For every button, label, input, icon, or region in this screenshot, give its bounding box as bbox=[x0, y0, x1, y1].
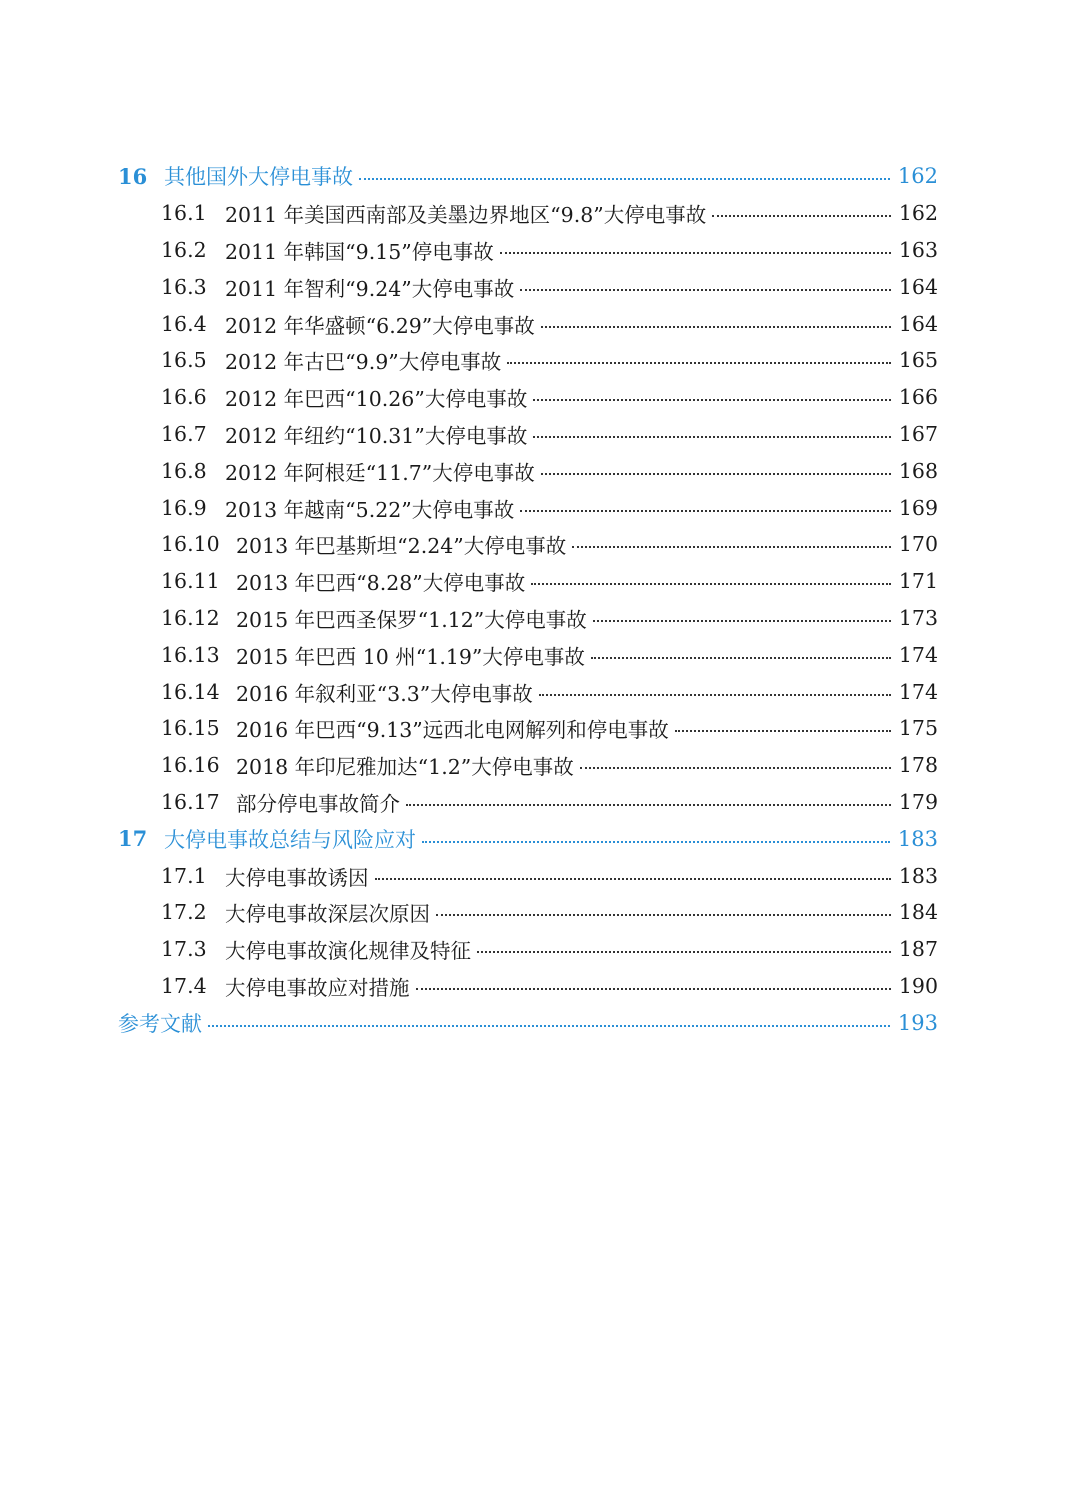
section-number: 16.14 bbox=[161, 679, 220, 704]
page-number: 163 bbox=[898, 237, 938, 262]
section-number: 16.13 bbox=[161, 642, 220, 667]
page-number: 171 bbox=[898, 569, 938, 594]
toc-section-16-15[interactable] bbox=[118, 710, 938, 747]
toc-chapter-16[interactable] bbox=[118, 158, 938, 195]
section-number: 16.11 bbox=[161, 569, 220, 594]
toc-section-16-17[interactable] bbox=[118, 784, 938, 821]
section-title: 2012 年纽约“10.31”大停电事故 bbox=[225, 423, 528, 448]
dot-leader bbox=[712, 215, 891, 217]
toc-section-16-5[interactable] bbox=[118, 342, 938, 379]
section-title: 2013 年巴西“8.28”大停电事故 bbox=[236, 571, 526, 596]
section-title: 2015 年巴西圣保罗“1.12”大停电事故 bbox=[236, 607, 587, 632]
section-number: 16.9 bbox=[161, 495, 207, 520]
page-number: 162 bbox=[897, 164, 938, 189]
dot-leader bbox=[533, 399, 891, 401]
section-title: 2011 年韩国“9.15”停电事故 bbox=[225, 239, 494, 264]
section-title: 2018 年印尼雅加达“1.2”大停电事故 bbox=[236, 755, 574, 780]
section-number: 16.5 bbox=[161, 348, 207, 373]
chapter-number: 17 bbox=[118, 826, 148, 852]
dot-leader bbox=[416, 988, 891, 990]
dot-leader bbox=[507, 362, 891, 364]
dot-leader bbox=[531, 583, 891, 585]
section-title: 大停电事故深层次原因 bbox=[225, 902, 430, 927]
page-number: 190 bbox=[898, 973, 938, 998]
dot-leader bbox=[541, 326, 891, 328]
dot-leader bbox=[675, 730, 891, 732]
section-title: 2016 年巴西“9.13”远西北电网解列和停电事故 bbox=[236, 718, 669, 743]
toc-section-16-6[interactable] bbox=[118, 379, 938, 416]
dot-leader bbox=[208, 1025, 890, 1027]
section-number: 16.4 bbox=[161, 311, 207, 336]
page-number: 162 bbox=[898, 201, 938, 226]
section-number: 17.2 bbox=[161, 900, 207, 925]
toc-section-16-14[interactable] bbox=[118, 673, 938, 710]
section-title: 大停电事故演化规律及特征 bbox=[225, 939, 471, 964]
page-number: 178 bbox=[898, 753, 938, 778]
toc-section-16-8[interactable] bbox=[118, 452, 938, 489]
dot-leader bbox=[593, 620, 891, 622]
section-title: 大停电事故诱因 bbox=[225, 865, 369, 890]
page-number: 179 bbox=[898, 789, 938, 814]
section-title: 2013 年巴基斯坦“2.24”大停电事故 bbox=[236, 534, 567, 559]
section-title: 2011 年智利“9.24”大停电事故 bbox=[225, 276, 515, 301]
page-number: 167 bbox=[898, 421, 938, 446]
toc-section-16-9[interactable] bbox=[118, 489, 938, 526]
dot-leader bbox=[500, 252, 891, 254]
toc-section-17-3[interactable] bbox=[118, 931, 938, 968]
toc-section-16-2[interactable] bbox=[118, 232, 938, 269]
section-title: 部分停电事故简介 bbox=[236, 791, 400, 816]
page-number: 170 bbox=[898, 532, 938, 557]
dot-leader bbox=[539, 694, 891, 696]
references-title: 参考文献 bbox=[118, 1011, 202, 1036]
toc-section-16-7[interactable] bbox=[118, 416, 938, 453]
toc-section-17-1[interactable] bbox=[118, 857, 938, 894]
section-title: 大停电事故应对措施 bbox=[225, 975, 410, 1000]
section-title: 2013 年越南“5.22”大停电事故 bbox=[225, 497, 515, 522]
toc-section-16-16[interactable] bbox=[118, 747, 938, 784]
section-number: 16.6 bbox=[161, 385, 207, 410]
section-number: 16.12 bbox=[161, 605, 220, 630]
dot-leader bbox=[533, 436, 891, 438]
section-number: 17.4 bbox=[161, 973, 207, 998]
dot-leader bbox=[375, 878, 891, 880]
page-number: 175 bbox=[898, 716, 938, 741]
dot-leader bbox=[422, 841, 890, 843]
section-title: 2011 年美国西南部及美墨边界地区“9.8”大停电事故 bbox=[225, 203, 707, 228]
toc-references[interactable] bbox=[118, 1004, 938, 1041]
toc-chapter-17[interactable] bbox=[118, 820, 938, 857]
page-number: 187 bbox=[898, 937, 938, 962]
dot-leader bbox=[591, 657, 891, 659]
toc-section-16-4[interactable] bbox=[118, 305, 938, 342]
section-title: 2012 年阿根廷“11.7”大停电事故 bbox=[225, 460, 535, 485]
dot-leader bbox=[541, 473, 891, 475]
toc-section-16-3[interactable] bbox=[118, 268, 938, 305]
page-number: 174 bbox=[898, 642, 938, 667]
page-number: 174 bbox=[898, 679, 938, 704]
toc-section-16-13[interactable] bbox=[118, 636, 938, 673]
page-number: 184 bbox=[898, 900, 938, 925]
section-number: 16.15 bbox=[161, 716, 220, 741]
page-number: 173 bbox=[898, 605, 938, 630]
page-number: 166 bbox=[898, 385, 938, 410]
toc-section-16-11[interactable] bbox=[118, 563, 938, 600]
page-number: 183 bbox=[898, 863, 938, 888]
chapter-title: 大停电事故总结与风险应对 bbox=[164, 827, 416, 852]
section-number: 17.1 bbox=[161, 863, 207, 888]
page-number: 183 bbox=[897, 826, 938, 851]
dot-leader bbox=[520, 510, 891, 512]
section-number: 16.2 bbox=[161, 237, 207, 262]
section-number: 16.1 bbox=[161, 201, 207, 226]
section-title: 2016 年叙利亚“3.3”大停电事故 bbox=[236, 681, 533, 706]
chapter-title: 其他国外大停电事故 bbox=[164, 165, 353, 190]
toc-section-16-1[interactable] bbox=[118, 195, 938, 232]
page-number: 165 bbox=[898, 348, 938, 373]
section-number: 16.7 bbox=[161, 421, 207, 446]
section-number: 16.16 bbox=[161, 753, 220, 778]
dot-leader bbox=[406, 804, 891, 806]
section-title: 2012 年巴西“10.26”大停电事故 bbox=[225, 387, 528, 412]
page-number: 168 bbox=[898, 458, 938, 483]
dot-leader bbox=[572, 546, 891, 548]
table-of-contents bbox=[118, 158, 938, 1041]
section-number: 16.17 bbox=[161, 789, 220, 814]
section-title: 2015 年巴西 10 州“1.19”大停电事故 bbox=[236, 644, 585, 669]
chapter-number: 16 bbox=[118, 163, 148, 189]
page-number: 169 bbox=[898, 495, 938, 520]
toc-section-17-4[interactable] bbox=[118, 968, 938, 1005]
dot-leader bbox=[359, 178, 890, 180]
dot-leader bbox=[580, 767, 891, 769]
section-number: 17.3 bbox=[161, 937, 207, 962]
section-number: 16.10 bbox=[161, 532, 220, 557]
toc-section-17-2[interactable] bbox=[118, 894, 938, 931]
page-number: 164 bbox=[898, 274, 938, 299]
dot-leader bbox=[520, 289, 891, 291]
toc-section-16-10[interactable] bbox=[118, 526, 938, 563]
dot-leader bbox=[477, 951, 891, 953]
toc-section-16-12[interactable] bbox=[118, 600, 938, 637]
section-number: 16.8 bbox=[161, 458, 207, 483]
page-number: 193 bbox=[897, 1010, 938, 1035]
page-number: 164 bbox=[898, 311, 938, 336]
dot-leader bbox=[436, 914, 891, 916]
section-number: 16.3 bbox=[161, 274, 207, 299]
section-title: 2012 年古巴“9.9”大停电事故 bbox=[225, 350, 502, 375]
section-title: 2012 年华盛顿“6.29”大停电事故 bbox=[225, 313, 535, 338]
